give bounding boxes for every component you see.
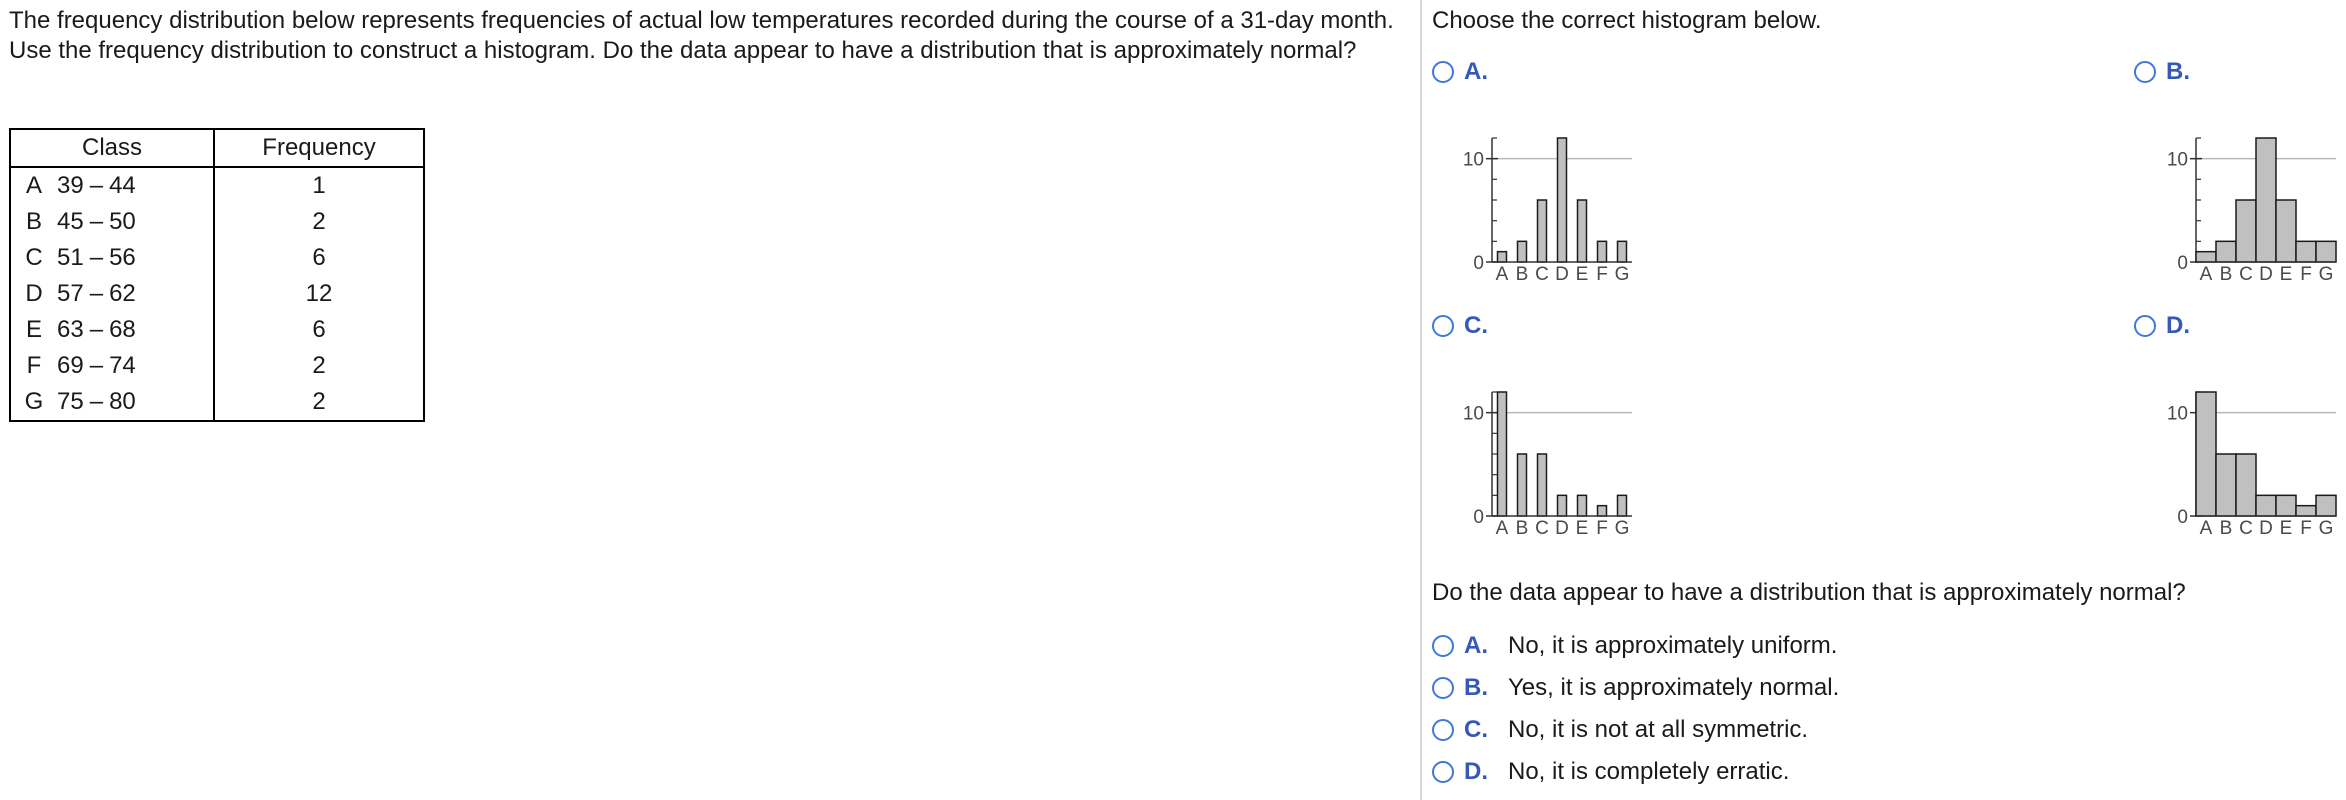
- y-tick-label: 0: [1473, 253, 1484, 274]
- radio-button[interactable]: [2134, 61, 2156, 83]
- table-row: [10, 312, 424, 348]
- histogram-bar: [2236, 200, 2256, 262]
- histogram-bar: [1618, 241, 1627, 262]
- histogram-a: [1452, 130, 1642, 290]
- class-letter: D: [25, 280, 43, 307]
- histogram-bar: [2316, 495, 2336, 516]
- x-tick-label: F: [2300, 518, 2312, 539]
- histogram-bar: [2196, 392, 2216, 516]
- radio-button[interactable]: [1432, 719, 1454, 741]
- histogram-bar: [2216, 241, 2236, 262]
- histogram-chart: [1452, 130, 1642, 290]
- class-letter: E: [25, 316, 42, 343]
- x-tick-label: E: [1575, 264, 1589, 285]
- x-tick-label: B: [1515, 518, 1529, 539]
- histogram-bar: [1498, 392, 1507, 516]
- class-range: [57, 204, 214, 240]
- normal-option-a[interactable]: [1432, 632, 1837, 660]
- option-letter: A.: [1464, 58, 1488, 85]
- table-row: [10, 167, 424, 204]
- x-tick-label: E: [1575, 518, 1589, 539]
- histogram-bar: [2296, 241, 2316, 262]
- class-letter: C: [25, 244, 43, 271]
- x-tick-label: B: [2219, 264, 2233, 285]
- x-tick-label: C: [2239, 518, 2253, 539]
- option-text: Yes, it is approximately normal.: [1508, 674, 1840, 701]
- histogram-prompt: Choose the correct histogram below.: [1432, 7, 1822, 34]
- x-tick-label: D: [2259, 264, 2273, 285]
- histogram-bar: [1538, 200, 1547, 262]
- range-dash: –: [89, 208, 104, 235]
- y-tick-label: 10: [2166, 149, 2188, 171]
- radio-button[interactable]: [2134, 315, 2156, 337]
- table-row: [10, 204, 424, 240]
- radio-button[interactable]: [1432, 61, 1454, 83]
- histogram-bar: [2276, 200, 2296, 262]
- radio-button[interactable]: [1432, 761, 1454, 783]
- histogram-b: [2156, 130, 2346, 290]
- histogram-option-b[interactable]: [2134, 58, 2190, 86]
- x-tick-label: A: [1495, 264, 1509, 285]
- range-dash: –: [89, 388, 104, 415]
- y-tick-label: 10: [2166, 403, 2188, 425]
- x-tick-label: E: [2279, 518, 2293, 539]
- class-range: [57, 312, 214, 348]
- class-low: 75: [57, 388, 84, 415]
- range-dash: –: [89, 316, 104, 343]
- class-frequency: 6: [312, 244, 326, 271]
- class-frequency: 2: [312, 388, 326, 415]
- class-frequency: 12: [305, 280, 333, 307]
- class-frequency: 1: [312, 172, 326, 199]
- histogram-chart: [2156, 130, 2346, 290]
- x-tick-label: A: [1495, 518, 1509, 539]
- table-row: [10, 276, 424, 312]
- frequency-table: [9, 128, 425, 422]
- histogram-bar: [1598, 241, 1607, 262]
- option-text: No, it is completely erratic.: [1508, 758, 1790, 785]
- histogram-chart: [2156, 384, 2346, 544]
- x-tick-label: D: [1555, 518, 1569, 539]
- x-tick-label: B: [1515, 264, 1529, 285]
- class-letter: B: [25, 208, 42, 235]
- x-tick-label: E: [2279, 264, 2293, 285]
- histogram-bar: [2316, 241, 2336, 262]
- x-tick-label: D: [1555, 264, 1569, 285]
- option-letter: C.: [1464, 312, 1488, 339]
- x-tick-label: F: [2300, 264, 2312, 285]
- class-range: [57, 276, 214, 312]
- x-tick-label: G: [1614, 264, 1630, 285]
- class-high: 68: [109, 316, 136, 343]
- normal-option-d[interactable]: [1432, 758, 1789, 786]
- option-letter: D.: [2166, 312, 2190, 339]
- x-tick-label: F: [1596, 264, 1608, 285]
- histogram-bar: [1518, 454, 1527, 516]
- x-tick-label: A: [2199, 264, 2213, 285]
- x-tick-label: C: [2239, 264, 2253, 285]
- table-row: [10, 348, 424, 384]
- histogram-bar: [1578, 200, 1587, 262]
- histogram-bar: [1558, 495, 1567, 516]
- histogram-option-a[interactable]: [1432, 58, 1488, 86]
- range-dash: –: [89, 244, 104, 271]
- histogram-bar: [2196, 252, 2216, 262]
- class-high: 50: [109, 208, 136, 235]
- radio-button[interactable]: [1432, 635, 1454, 657]
- x-tick-label: C: [1535, 264, 1549, 285]
- normal-option-b[interactable]: [1432, 674, 1839, 702]
- question-text: The frequency distribution below represents frequencies of actual low temperatures recorded during the course of a 31-day month. Use the frequency distribution to construct a histogram. Do the data appear to have a distribution that is approximately normal?: [9, 7, 1394, 64]
- option-letter: D.: [1464, 758, 1488, 785]
- histogram-bar: [1618, 495, 1627, 516]
- range-dash: –: [89, 280, 104, 307]
- histogram-bar: [1518, 241, 1527, 262]
- x-tick-label: B: [2219, 518, 2233, 539]
- table-row: [10, 384, 424, 421]
- option-text: No, it is approximately uniform.: [1508, 632, 1838, 659]
- radio-button[interactable]: [1432, 677, 1454, 699]
- option-letter: C.: [1464, 716, 1488, 743]
- histogram-chart: [1452, 384, 1642, 544]
- histogram-option-d[interactable]: [2134, 312, 2190, 340]
- option-text: No, it is not at all symmetric.: [1508, 716, 1809, 743]
- class-high: 74: [109, 352, 136, 379]
- histogram-bar: [2296, 506, 2316, 516]
- x-tick-label: F: [1596, 518, 1608, 539]
- table-header-row: [10, 129, 424, 167]
- x-tick-label: D: [2259, 518, 2273, 539]
- histogram-bar: [1598, 506, 1607, 516]
- option-letter: B.: [2166, 58, 2190, 85]
- histogram-option-c[interactable]: [1432, 312, 1488, 340]
- x-tick-label: C: [1535, 518, 1549, 539]
- y-tick-label: 0: [1473, 507, 1484, 528]
- class-range: [57, 348, 214, 384]
- header-frequency: Frequency: [214, 129, 424, 167]
- class-range: [57, 167, 214, 204]
- class-low: 69: [57, 352, 84, 379]
- y-tick-label: 10: [1462, 149, 1484, 171]
- class-high: 56: [109, 244, 136, 271]
- histogram-bar: [1558, 138, 1567, 262]
- x-tick-label: G: [2318, 518, 2334, 539]
- class-high: 80: [109, 388, 136, 415]
- class-low: 45: [57, 208, 84, 235]
- x-tick-label: G: [1614, 518, 1630, 539]
- histogram-c: [1452, 384, 1642, 544]
- histogram-bar: [2256, 495, 2276, 516]
- class-range: [57, 384, 214, 421]
- class-range: [57, 240, 214, 276]
- histogram-bar: [2216, 454, 2236, 516]
- answer-panel: [1422, 0, 2334, 800]
- normal-prompt: Do the data appear to have a distribution that is approximately normal?: [1432, 579, 2186, 606]
- class-low: 63: [57, 316, 84, 343]
- normal-option-c[interactable]: [1432, 716, 1808, 744]
- option-letter: A.: [1464, 632, 1488, 659]
- class-low: 39: [57, 172, 84, 199]
- class-letter: G: [24, 388, 44, 415]
- header-class: Class: [10, 129, 214, 167]
- class-low: 57: [57, 280, 84, 307]
- class-frequency: 2: [312, 352, 326, 379]
- radio-button[interactable]: [1432, 315, 1454, 337]
- x-tick-label: A: [2199, 518, 2213, 539]
- range-dash: –: [89, 352, 104, 379]
- class-low: 51: [57, 244, 84, 271]
- histogram-bar: [1578, 495, 1587, 516]
- histogram-bar: [2236, 454, 2256, 516]
- histogram-bar: [1538, 454, 1547, 516]
- histogram-d: [2156, 384, 2346, 544]
- histogram-bar: [2256, 138, 2276, 262]
- y-tick-label: 0: [2177, 507, 2188, 528]
- class-frequency: 2: [312, 208, 326, 235]
- table-row: [10, 240, 424, 276]
- y-tick-label: 0: [2177, 253, 2188, 274]
- class-letter: F: [26, 352, 42, 379]
- y-tick-label: 10: [1462, 403, 1484, 425]
- histogram-bar: [1498, 252, 1507, 262]
- x-tick-label: G: [2318, 264, 2334, 285]
- range-dash: –: [89, 172, 104, 199]
- class-letter: A: [25, 172, 42, 199]
- option-letter: B.: [1464, 674, 1488, 701]
- class-high: 62: [109, 280, 136, 307]
- class-high: 44: [109, 172, 136, 199]
- histogram-bar: [2276, 495, 2296, 516]
- class-frequency: 6: [312, 316, 326, 343]
